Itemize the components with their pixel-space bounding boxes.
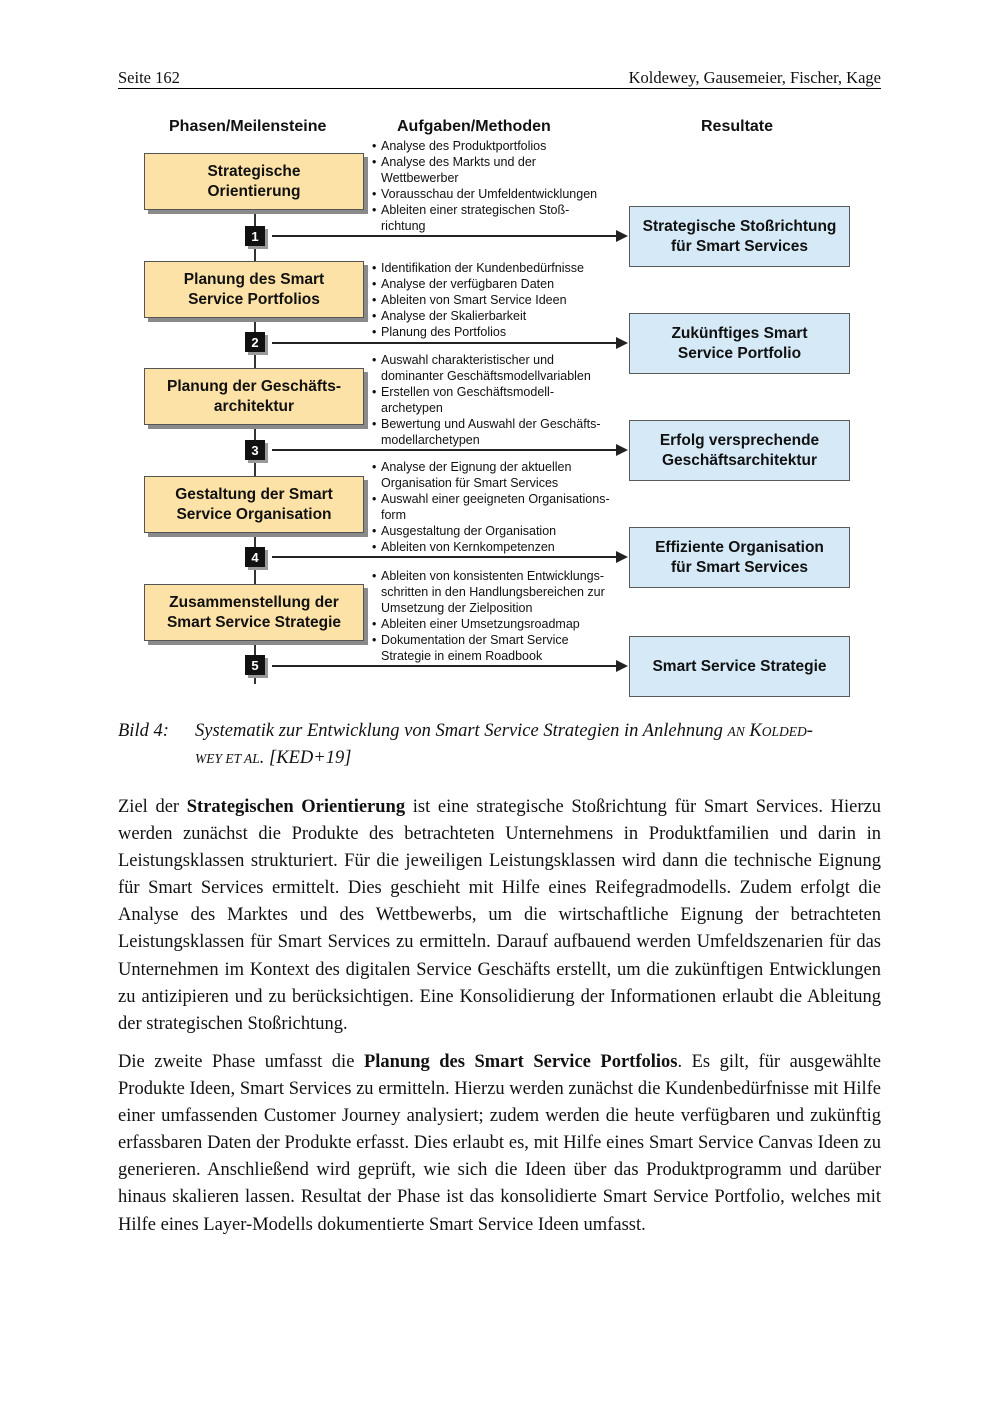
caption-label: Bild 4: — [118, 721, 169, 741]
task-item: • Ausgestaltung der Organisation — [372, 523, 634, 539]
page-header — [118, 64, 881, 89]
phase-box-3: Planung der Geschäfts- architektur — [144, 368, 364, 425]
task-item: • Analyse der Skalierbarkeit — [372, 308, 634, 324]
milestone-5: 5 — [245, 655, 265, 675]
milestone-2: 2 — [245, 332, 265, 352]
bold-term: Strategischen Orientierung — [186, 797, 406, 817]
task-item: • Bewertung und Auswahl der Geschäfts- modellarchetypen — [372, 416, 634, 448]
task-item: • Erstellen von Geschäftsmodell- archetypen — [372, 384, 634, 416]
process-diagram — [140, 114, 860, 704]
task-item: • Vorausschau der Umfeldentwicklungen — [372, 186, 634, 202]
result-box-5: Smart Service Strategie — [629, 636, 850, 697]
task-list-4 — [372, 459, 634, 555]
arrow-4 — [272, 556, 626, 558]
arrow-1 — [272, 235, 626, 237]
task-item: • Ableiten einer Umsetzungsroadmap — [372, 616, 634, 632]
task-item: • Ableiten einer strategischen Stoß- richtung — [372, 202, 634, 234]
task-item: • Analyse der Eignung der aktuellen Organisation für Smart Services — [372, 459, 634, 491]
task-list-2 — [372, 260, 634, 340]
task-item: • Auswahl einer geeigneten Organisations- form — [372, 491, 634, 523]
task-item: • Auswahl charakteristischer und dominanter Geschäftsmodellvariablen — [372, 352, 634, 384]
result-box-4: Effiziente Organisation für Smart Services — [629, 527, 850, 588]
task-item: • Ableiten von Smart Service Ideen — [372, 292, 634, 308]
result-box-1: Strategische Stoßrichtung für Smart Services — [629, 206, 850, 267]
page-number: Seite 162 — [118, 68, 180, 87]
column-header-tasks: Aufgaben/Methoden — [397, 118, 551, 135]
task-item: • Analyse der verfügbaren Daten — [372, 276, 634, 292]
phase-box-2: Planung des Smart Service Portfolios — [144, 261, 364, 318]
column-header-phases: Phasen/Meilensteine — [169, 118, 327, 135]
result-box-3: Erfolg versprechende Geschäftsarchitektur — [629, 420, 850, 481]
task-list-1 — [372, 138, 634, 234]
milestone-3: 3 — [245, 440, 265, 460]
result-box-2: Zukünftiges Smart Service Portfolio — [629, 313, 850, 374]
task-list-3 — [372, 352, 634, 448]
milestone-4: 4 — [245, 547, 265, 567]
running-authors: Koldewey, Gausemeier, Fischer, Kage — [628, 68, 881, 87]
task-list-5 — [372, 568, 634, 664]
task-item: • Analyse des Produktportfolios — [372, 138, 634, 154]
phase-box-5: Zusammenstellung der Smart Service Strategie — [144, 584, 364, 641]
task-item: • Dokumentation der Smart Service Strategie in einem Roadbook — [372, 632, 634, 664]
task-item: • Identifikation der Kundenbedürfnisse — [372, 260, 634, 276]
phase-box-4: Gestaltung der Smart Service Organisation — [144, 476, 364, 533]
task-item: • Ableiten von konsistenten Entwicklungs- schritten in den Handlungsbereichen zur Umsetzung der Zielposition — [372, 568, 634, 616]
paragraph-1: Ziel der Strategischen Orientierung ist eine strategische Stoßrichtung für Smart Services. Hierzu werden zunächst die Produkte des betrachteten Unternehmens in Produktfamilien und darin in Leistungsklassen strukturiert. Für die jeweiligen Leistungsklassen wird dann die technische Eignung für Smart Services ermittelt. Dies geschieht mit Hilfe eines Reifegradmodells. Zudem erfolgt die Analyse des Marktes und des Wettbewerbs, um die wirtschaftliche Eignung der betrachteten Leistungsklassen für Smart Services zu ermitteln. Darauf aufbauend werden Umfeldszenarien für das Unternehmen im Kontext des digitalen Service Geschäfts erstellt, um die zukünftigen Entwicklungen zu antizipieren und zu berücksichtigen. Eine Konsolidierung der Informationen erlaubt die Ableitung der strategischen Stoßrichtung. — [118, 797, 881, 1034]
bold-term: Planung des Smart Service Portfolios — [363, 1052, 678, 1072]
arrow-3 — [272, 449, 626, 451]
arrow-2 — [272, 342, 626, 344]
task-item: • Ableiten von Kernkompetenzen — [372, 539, 634, 555]
task-item: • Analyse des Markts und der Wettbewerber — [372, 154, 634, 186]
phase-box-1: Strategische Orientierung — [144, 153, 364, 210]
arrow-5 — [272, 665, 626, 667]
caption-text: Systematik zur Entwicklung von Smart Service Strategien in Anlehnung AN KOLDED- WEY ET AL. [KED+19] — [195, 721, 813, 768]
column-header-results: Resultate — [701, 118, 774, 135]
paragraph-2: Die zweite Phase umfasst die Planung des Smart Service Portfolios. Es gilt, für ausgewählte Produkte Ideen, Smart Services zu ermitteln. Hierzu werden zunächst die Kundenbedürfnisse mit Hilfe einer umfassenden Customer Journey analysiert; zudem werden die heute verfügbaren und zukünftig erfassbaren Daten der Produkte erfasst. Dies erlaubt es, mit Hilfe eines Smart Service Canvas Ideen zu generieren. Anschließend wird geprüft, wie sich die Ideen über das Produktprogramm und darüber hinaus skalieren lassen. Resultat der Phase ist das konsolidierte Smart Service Portfolio, welches mit Hilfe eines Layer-Modells dokumentierte Smart Service Ideen umfasst. — [118, 1052, 881, 1235]
milestone-1: 1 — [245, 226, 265, 246]
task-item: • Planung des Portfolios — [372, 324, 634, 340]
